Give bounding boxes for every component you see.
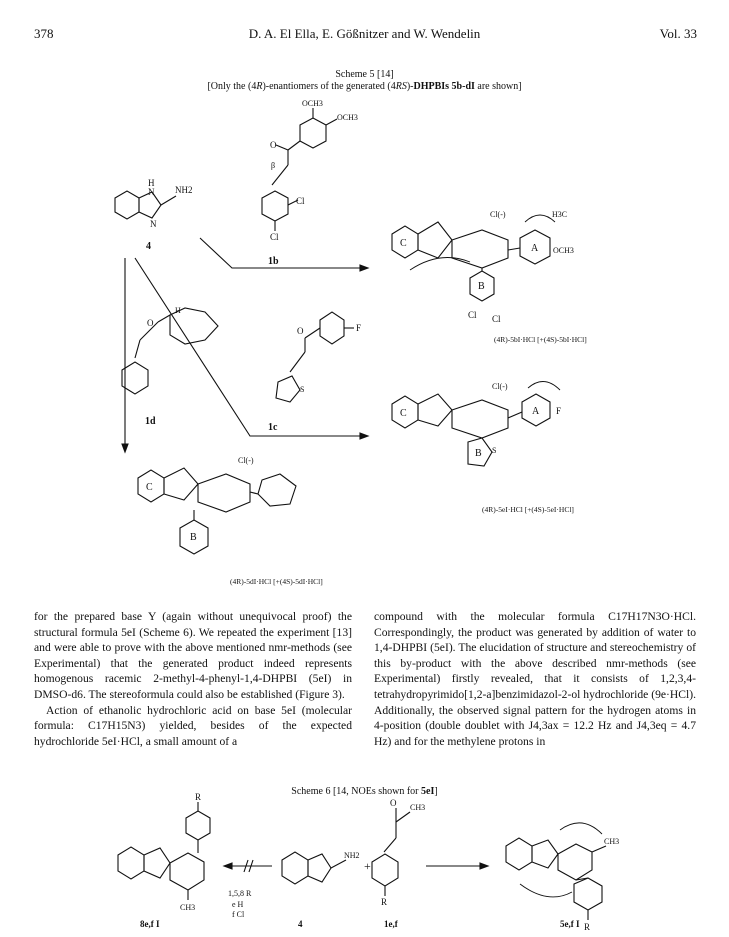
- svg-text:O: O: [297, 326, 304, 336]
- no-reaction-arrow: [224, 860, 272, 872]
- svg-text:1c: 1c: [268, 422, 278, 433]
- page-number: 378: [34, 26, 54, 41]
- product-5ef-structure: [506, 823, 619, 932]
- svg-text:β: β: [271, 161, 276, 170]
- svg-text:S: S: [300, 385, 305, 394]
- svg-text:OCH3: OCH3: [337, 113, 358, 122]
- svg-text:4: 4: [146, 241, 151, 252]
- svg-text:Cl: Cl: [468, 310, 477, 320]
- svg-text:Cl: Cl: [492, 314, 501, 324]
- svg-text:B: B: [478, 281, 485, 292]
- svg-text:CH3: CH3: [410, 803, 426, 812]
- compound-1ef-structure: [372, 798, 425, 929]
- svg-text:A: A: [532, 406, 540, 417]
- svg-text:O: O: [390, 798, 397, 808]
- svg-text:f Cl: f Cl: [232, 910, 245, 919]
- svg-text:O: O: [147, 318, 154, 328]
- scheme5-title: Scheme 5 [14]: [335, 69, 394, 80]
- svg-text:R: R: [381, 897, 388, 907]
- svg-text:4: 4: [298, 919, 303, 929]
- svg-text:CH3: CH3: [180, 903, 196, 912]
- svg-text:N: N: [150, 219, 157, 229]
- scheme5-subtitle: [Only the (4R)-enantiomers of the generated (4RS)-DHPBIs 5b-dI are shown]: [207, 81, 522, 92]
- svg-text:1e,f: 1e,f: [384, 919, 398, 929]
- svg-text:8e,f I: 8e,f I: [140, 919, 160, 929]
- svg-text:B: B: [475, 448, 482, 459]
- svg-text:CH3: CH3: [604, 837, 620, 846]
- svg-text:OCH3: OCH3: [553, 246, 574, 255]
- svg-text:1d: 1d: [145, 416, 156, 427]
- svg-text:R: R: [584, 922, 591, 932]
- left-paragraph-2: Action of ethanolic hydrochloric acid on base 5eI (molecular formula: C17H15N3) yielded, besides of the expected hydrochloride 5eI·HCl, a small amount of a: [34, 703, 352, 748]
- svg-text:Cl(-): Cl(-): [490, 210, 506, 219]
- running-header-authors: D. A. El Ella, E. Gößnitzer and W. Wendelin: [248, 26, 481, 41]
- svg-text:H3C: H3C: [552, 210, 568, 219]
- svg-text:C: C: [146, 482, 153, 493]
- svg-text:Cl: Cl: [270, 232, 279, 242]
- svg-text:Cl(-): Cl(-): [238, 456, 254, 465]
- right-paragraph-1: compound with the molecular formula C17H17N3O·HCl. Correspondingly, the product was generated by addition of water to 1,4-DHPBI (5eI). The elucidation of structure and stereochemistry of this by-product with the above described nmr-methods (see Experimental) firstly revealed, that it consists of 1,2,3,4-tetrahydropyrimido[1,2-a]benzimidazol-2-ol hydrochloride (9e·HCl). Additionally, the observed signal pattern for the hydrogen atoms in 4-position (double doublet with J4,3ax = 12.2 Hz and J4,3eq = 4.7 Hz) and for the methylene protons in: [374, 610, 696, 748]
- scheme6-compound-4: [282, 851, 360, 929]
- svg-text:C: C: [400, 238, 407, 249]
- volume-label: Vol. 33: [659, 26, 697, 41]
- left-paragraph-1: for the prepared base Y (again without unequivocal proof) the structural formula 5eI (Scheme 6). We repeated the experiment [13] and were able to prove with the above mentioned nmr-methods (see Experimental) that the generated product indeed represents homogenous racemic 2-methyl-4-phenyl-1,4-DHPBI (5eI) in DMSO-d6. The stereoformula could also be established (Figure 3).: [34, 610, 352, 701]
- svg-text:B: B: [190, 532, 197, 543]
- svg-text:(4R)-5bI·HCl [+(4S)-5bI·HCl]: (4R)-5bI·HCl [+(4S)-5bI·HCl]: [494, 335, 587, 344]
- svg-text:H: H: [148, 178, 155, 188]
- compound-8ef-structure: [118, 792, 210, 929]
- svg-text:Cl(-): Cl(-): [492, 382, 508, 391]
- svg-text:NH2: NH2: [175, 185, 193, 195]
- svg-text:1b: 1b: [268, 256, 279, 267]
- svg-text:(4R)-5eI·HCl [+(4S)-5eI·HCl]: (4R)-5eI·HCl [+(4S)-5eI·HCl]: [482, 505, 574, 514]
- forward-arrow: [426, 863, 488, 869]
- svg-text:5e,f I: 5e,f I: [560, 919, 580, 929]
- svg-text:(4R)-5dI·HCl [+(4S)-5dI·HCl]: (4R)-5dI·HCl [+(4S)-5dI·HCl]: [230, 577, 323, 586]
- svg-text:N: N: [148, 187, 155, 197]
- svg-text:OCH3: OCH3: [302, 99, 323, 108]
- svg-text:F: F: [556, 406, 562, 416]
- svg-text:C: C: [400, 408, 407, 419]
- svg-text:O: O: [270, 140, 277, 150]
- svg-text:e H: e H: [232, 900, 244, 909]
- scheme6-title: Scheme 6 [14, NOEs shown for 5eI]: [291, 786, 438, 797]
- svg-text:R: R: [195, 792, 202, 802]
- substituent-table: [228, 889, 252, 919]
- svg-text:F: F: [356, 323, 362, 333]
- svg-text:Cl: Cl: [296, 196, 305, 206]
- svg-text:NH2: NH2: [344, 851, 360, 860]
- plus-sign: +: [364, 859, 371, 873]
- svg-text:1,5,8 R: 1,5,8 R: [228, 889, 252, 898]
- svg-text:A: A: [531, 243, 539, 254]
- svg-text:H: H: [175, 306, 181, 315]
- svg-text:S: S: [492, 446, 497, 455]
